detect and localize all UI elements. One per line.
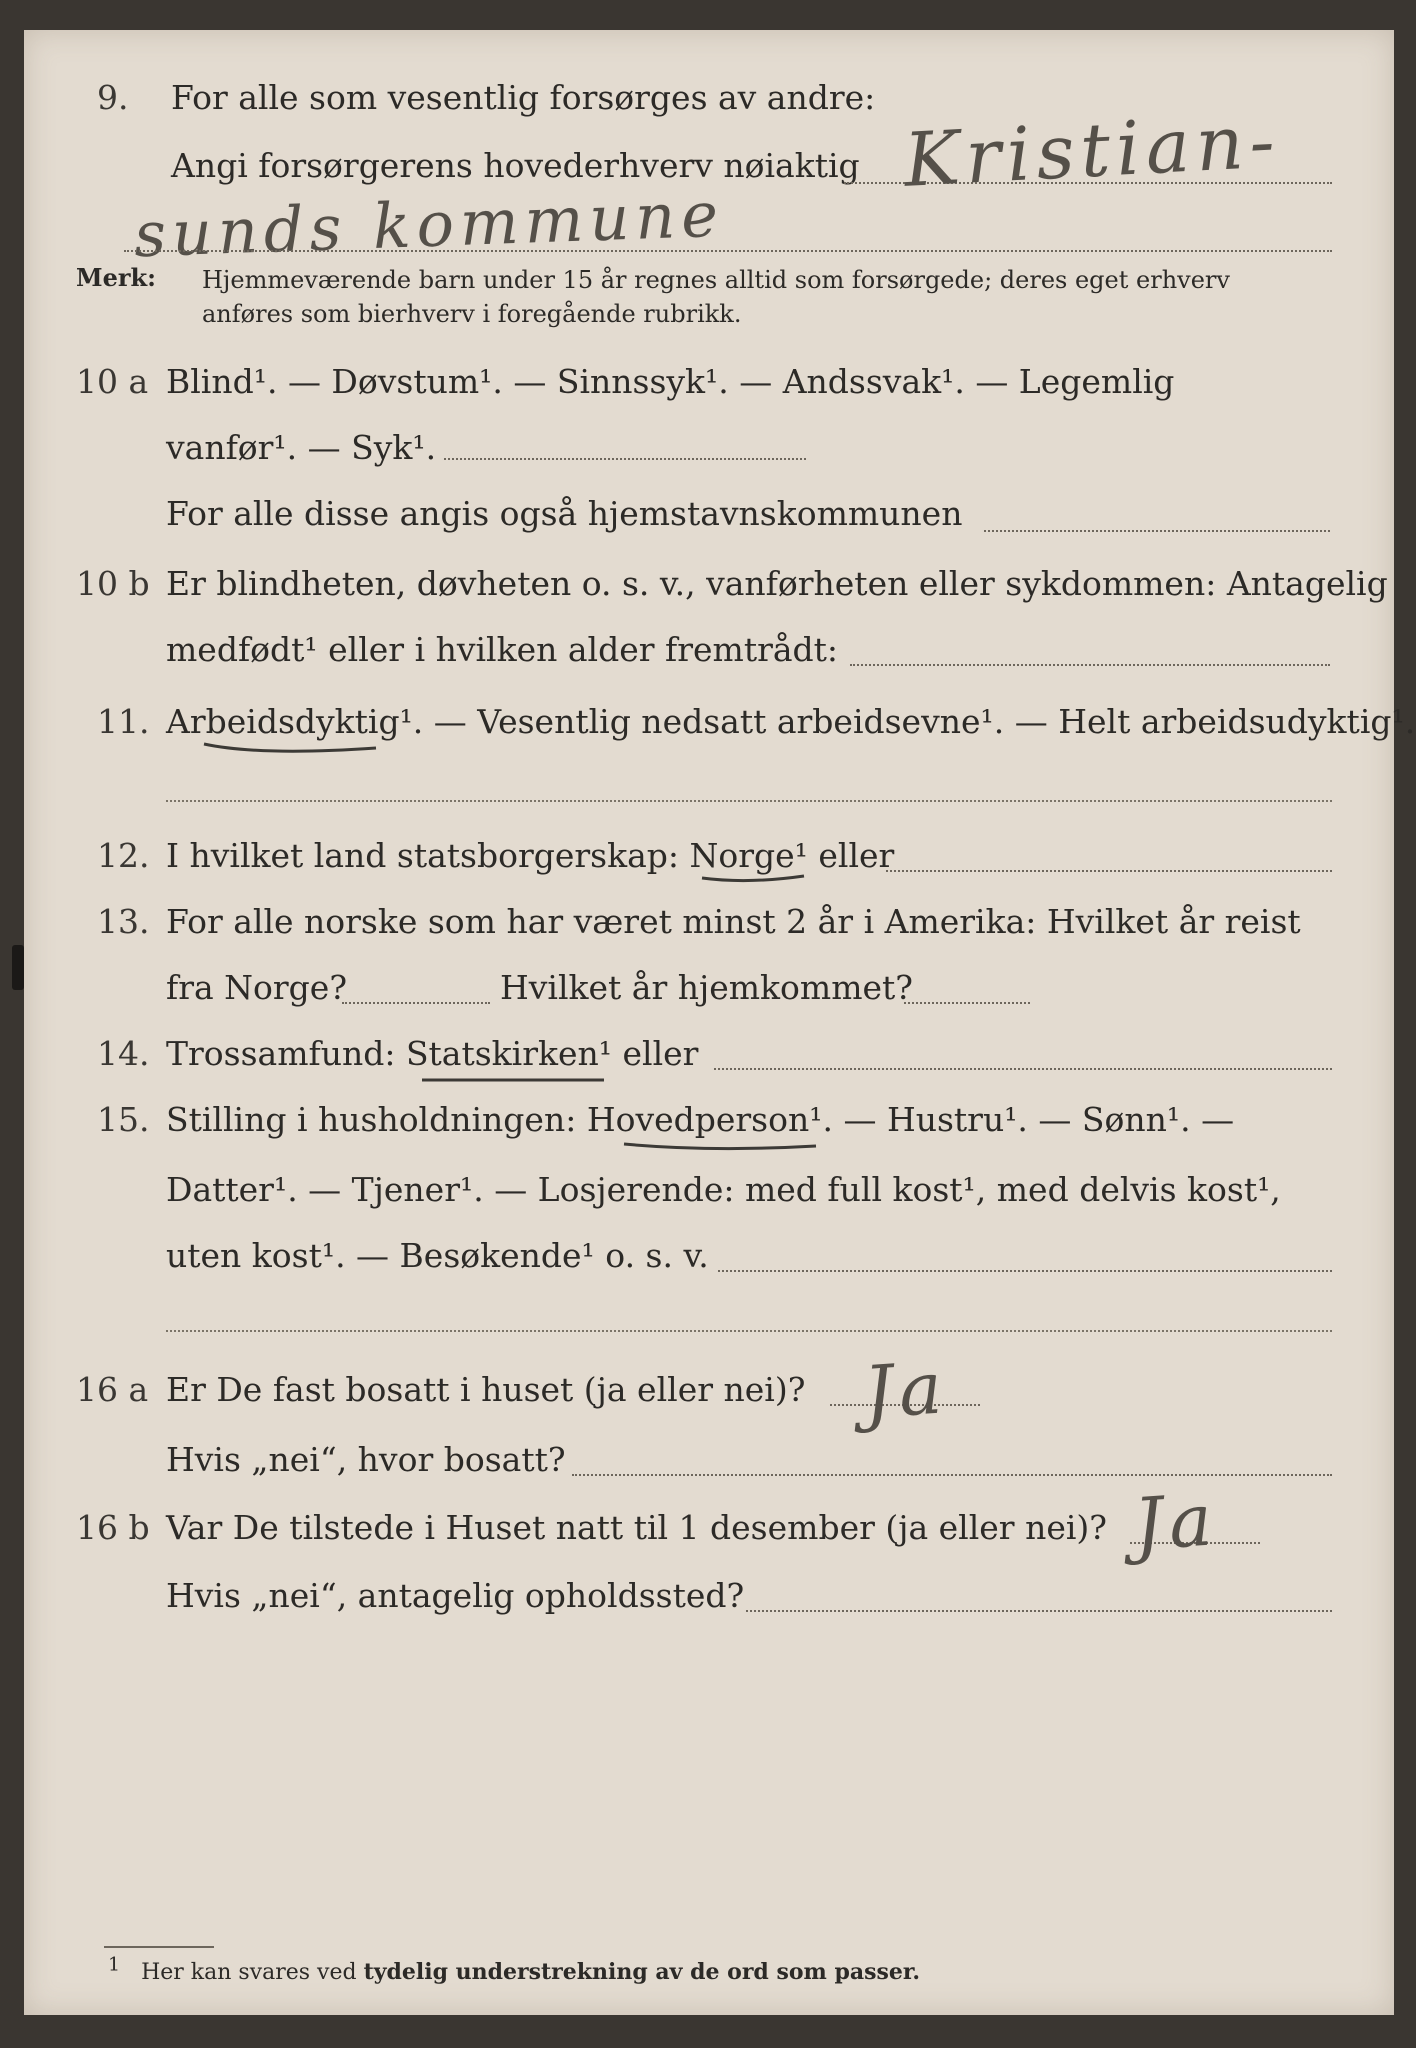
q13-line2b: Hvilket år hjemkommet? bbox=[500, 968, 913, 1007]
q14-number: 14. bbox=[97, 1034, 150, 1073]
binder-mark bbox=[12, 945, 24, 990]
q12-number: 12. bbox=[97, 836, 150, 875]
q9-handwritten-answer-1: Kristian- bbox=[902, 98, 1283, 204]
q9-number: 9. bbox=[97, 78, 129, 117]
footnote-text-bold: tydelig understrekning av de ord som passer. bbox=[363, 1959, 921, 1985]
q15-number: 15. bbox=[97, 1100, 150, 1139]
merk-line1: Hjemmeværende barn under 15 år regnes alltid som forsørgede; deres eget erhverv bbox=[202, 266, 1230, 294]
q14-handwritten-underline bbox=[418, 1072, 608, 1088]
q16b-number: 16 b bbox=[76, 1508, 150, 1547]
footnote bbox=[108, 1953, 921, 1987]
q9-handwritten-answer-2: sunds kommune bbox=[132, 177, 726, 272]
footnote-mark: 1 bbox=[108, 1953, 121, 1976]
q16a-line2: Hvis „nei“, hvor bosatt? bbox=[166, 1440, 566, 1479]
q10b-number: 10 b bbox=[76, 564, 150, 603]
q13-line1: For alle norske som har været minst 2 år i Amerika: Hvilket år reist bbox=[166, 902, 1301, 941]
q10a-line2: vanfør¹. — Syk¹. bbox=[166, 428, 437, 467]
q9-answer-dotline-2 bbox=[124, 250, 1332, 252]
q16b-handwritten-answer: Ja bbox=[1131, 1477, 1221, 1567]
q16a-dotline-2 bbox=[572, 1474, 1332, 1476]
footnote-text-plain: Her kan svares ved bbox=[141, 1960, 357, 1985]
q10a-number: 10 a bbox=[76, 362, 149, 401]
q15-line3: uten kost¹. — Besøkende¹ o. s. v. bbox=[166, 1236, 709, 1275]
q15-line2: Datter¹. — Tjener¹. — Losjerende: med full kost¹, med delvis kost¹, bbox=[166, 1170, 1281, 1209]
q10a-hjemstavn-dotline bbox=[984, 530, 1330, 532]
merk-line2: anføres som bierhverv i foregående rubrikk. bbox=[202, 300, 742, 328]
q12-handwritten-underline bbox=[698, 870, 808, 888]
q13-hjemkommet-dotline bbox=[904, 1002, 1030, 1004]
q16a-handwritten-answer: Ja bbox=[861, 1345, 951, 1435]
q16a-number: 16 a bbox=[76, 1370, 149, 1409]
q13-number: 13. bbox=[97, 902, 150, 941]
q10a-line3: For alle disse angis også hjemstavnskommunen bbox=[166, 494, 963, 533]
q12-dotline bbox=[886, 870, 1332, 872]
q16b-line1: Var De tilstede i Huset natt til 1 desember (ja eller nei)? bbox=[166, 1508, 1107, 1547]
q10a-syk-dotline bbox=[444, 458, 806, 460]
q14-line1: Trossamfund: Statskirken¹ eller bbox=[166, 1034, 699, 1073]
q10b-dotline bbox=[850, 664, 1330, 666]
q15-line1: Stilling i husholdningen: Hovedperson¹. — Hustru¹. — Sønn¹. — bbox=[166, 1100, 1235, 1139]
q12-line1: I hvilket land statsborgerskap: Norge¹ eller bbox=[166, 836, 895, 875]
q10a-line1: Blind¹. — Døvstum¹. — Sinnssyk¹. — Andssvak¹. — Legemlig bbox=[166, 362, 1175, 401]
q13-line2a: fra Norge? bbox=[166, 968, 348, 1007]
footnote-rule bbox=[104, 1946, 214, 1948]
q9-line1: For alle som vesentlig forsørges av andre: bbox=[171, 78, 876, 117]
q16a-line1: Er De fast bosatt i huset (ja eller nei)? bbox=[166, 1370, 806, 1409]
q10b-line2: medfødt¹ eller i hvilken alder fremtrådt: bbox=[166, 630, 839, 669]
q11-handwritten-underline bbox=[200, 738, 380, 758]
census-form-page bbox=[24, 30, 1416, 2015]
q11-dotline bbox=[166, 800, 1332, 802]
q16b-dotline-2 bbox=[746, 1610, 1332, 1612]
q15-handwritten-underline bbox=[620, 1138, 820, 1156]
q14-dotline bbox=[714, 1068, 1332, 1070]
q15-dotline-1 bbox=[718, 1270, 1332, 1272]
q9-line2: Angi forsørgerens hovederhverv nøiaktig bbox=[171, 146, 860, 185]
q11-line1: Arbeidsdyktig¹. — Vesentlig nedsatt arbeidsevne¹. — Helt arbeidsudyktig¹. bbox=[166, 702, 1416, 741]
q16b-line2: Hvis „nei“, antagelig opholdssted? bbox=[166, 1576, 745, 1615]
q13-reist-dotline bbox=[342, 1002, 490, 1004]
q15-dotline-2 bbox=[166, 1330, 1332, 1332]
q11-number: 11. bbox=[97, 702, 150, 741]
merk-label: Merk: bbox=[76, 263, 156, 292]
q10b-line1: Er blindheten, døvheten o. s. v., vanførheten eller sykdommen: Antagelig bbox=[166, 564, 1388, 603]
